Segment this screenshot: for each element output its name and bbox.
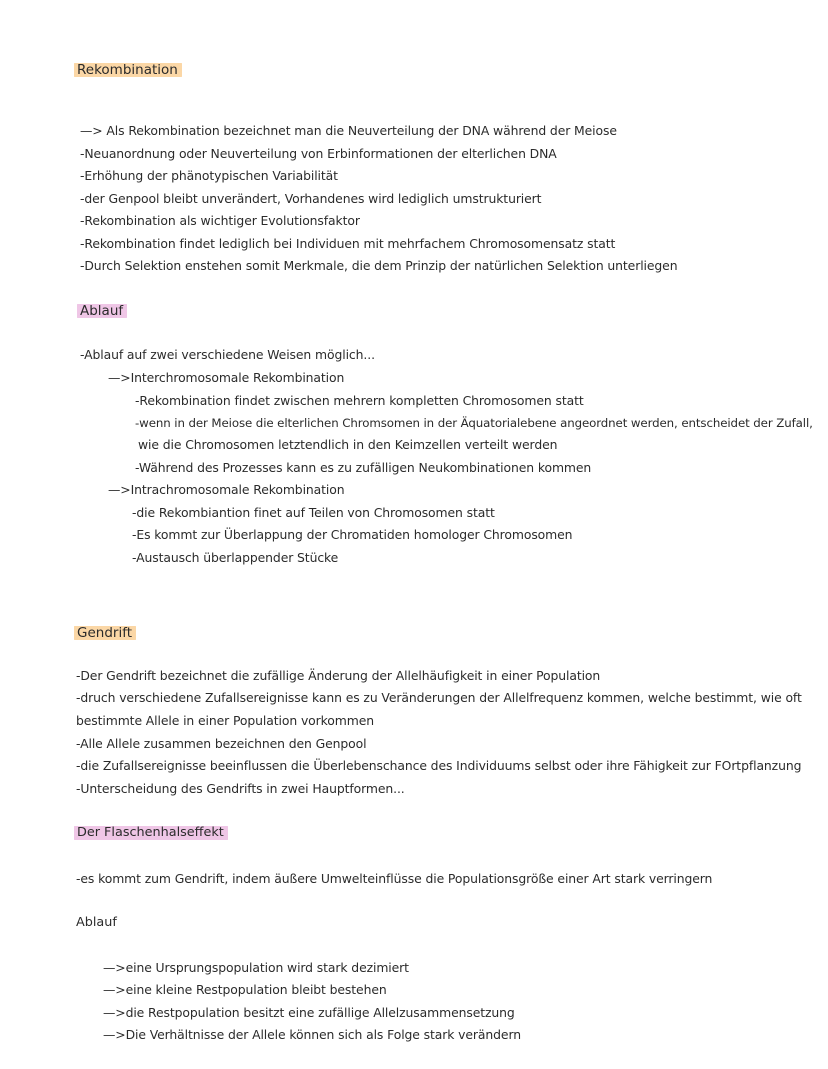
inter-line-4: -Während des Prozesses kann es zu zufälligen Neukombinationen kommen — [135, 460, 592, 475]
intrachromosomal-label: —>Intrachromosomale Rekombination — [108, 482, 345, 497]
inter-line-1: -Rekombination findet zwischen mehrern kompletten Chromosomen statt — [135, 393, 584, 408]
intra-line-1: -die Rekombiantion finet auf Teilen von Chromosomen statt — [132, 505, 495, 520]
ablauf-intro: -Ablauf auf zwei verschiedene Weisen möglich... — [80, 347, 375, 362]
rekombination-line-4: -der Genpool bleibt unverändert, Vorhandenes wird lediglich umstrukturiert — [80, 191, 542, 206]
gendrift-line-4: -Alle Allele zusammen bezeichnen den Genpool — [76, 736, 367, 751]
rekombination-line-1: —> Als Rekombination bezeichnet man die Neuverteilung der DNA während der Meiose — [80, 123, 617, 138]
flaschenhals-line: -es kommt zum Gendrift, indem äußere Umwelteinflüsse die Populationsgröße einer Art stark verringern — [76, 871, 713, 886]
heading-ablauf-2: Ablauf — [76, 915, 117, 930]
gendrift-line-3: bestimmte Allele in einer Population vorkommen — [76, 713, 374, 728]
inter-line-3: wie die Chromosomen letztendlich in den Keimzellen verteilt werden — [138, 437, 558, 452]
ablauf2-line-2: —>eine kleine Restpopulation bleibt bestehen — [103, 982, 387, 997]
intra-line-2: -Es kommt zur Überlappung der Chromatiden homologer Chromosomen — [132, 527, 573, 542]
inter-line-2: -wenn in der Meiose die elterlichen Chromsomen in der Äquatorialebene angeordnet werden, entscheidet der Zufall, — [135, 416, 813, 430]
heading-rekombination: Rekombination — [74, 61, 182, 79]
ablauf2-line-4: —>Die Verhältnisse der Allele können sich als Folge stark verändern — [103, 1027, 521, 1042]
rekombination-line-6: -Rekombination findet lediglich bei Individuen mit mehrfachem Chromosomensatz statt — [80, 236, 616, 251]
heading-ablauf: Ablauf — [77, 302, 127, 320]
interchromosomal-label: —>Interchromosomale Rekombination — [108, 370, 345, 385]
gendrift-line-6: -Unterscheidung des Gendrifts in zwei Hauptformen... — [76, 781, 405, 796]
ablauf2-line-1: —>eine Ursprungspopulation wird stark dezimiert — [103, 960, 409, 975]
heading-flaschenhalseffekt: Der Flaschenhalseffekt — [74, 824, 228, 842]
gendrift-line-2: -druch verschiedene Zufallsereignisse kann es zu Veränderungen der Allelfrequenz kommen, welche bestimmt, wie oft — [76, 690, 802, 705]
intra-line-3: -Austausch überlappender Stücke — [132, 550, 339, 565]
rekombination-line-3: -Erhöhung der phänotypischen Variabilität — [80, 168, 338, 183]
gendrift-line-5: -die Zufallsereignisse beeinflussen die Überlebenschance des Individuums selbst oder ihre Fähigkeit zur FOrtpflanzung — [76, 758, 802, 773]
rekombination-line-7: -Durch Selektion enstehen somit Merkmale, die dem Prinzip der natürlichen Selektion unterliegen — [80, 258, 678, 273]
rekombination-line-2: -Neuanordnung oder Neuverteilung von Erbinformationen der elterlichen DNA — [80, 146, 557, 161]
rekombination-line-5: -Rekombination als wichtiger Evolutionsfaktor — [80, 213, 360, 228]
heading-gendrift: Gendrift — [74, 624, 136, 642]
ablauf2-line-3: —>die Restpopulation besitzt eine zufällige Allelzusammensetzung — [103, 1005, 515, 1020]
gendrift-line-1: -Der Gendrift bezeichnet die zufällige Änderung der Allelhäufigkeit in einer Population — [76, 668, 601, 683]
